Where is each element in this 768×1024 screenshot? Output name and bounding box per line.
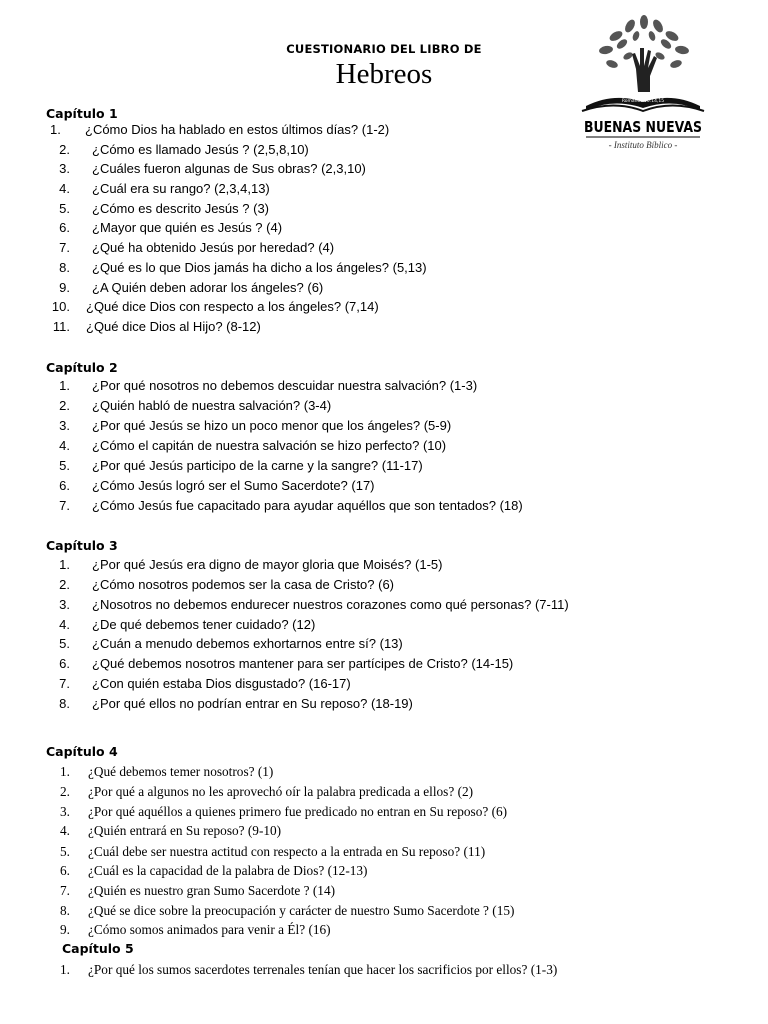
chapter-heading: Capítulo 2: [46, 360, 118, 375]
chapter-heading: Capítulo 1: [46, 106, 118, 121]
buenas-nuevas-logo: [578, 14, 708, 156]
chapter-heading: Capítulo 4: [46, 744, 118, 759]
logo-name: BUENAS NUEVAS: [584, 118, 702, 136]
hand-icon: [632, 48, 657, 92]
chapter-heading: Capítulo 5: [62, 941, 134, 956]
chapter-heading: Capítulo 3: [46, 538, 118, 553]
document-title: Hebreos: [335, 58, 433, 90]
logo-tagline: - Instituto Bíblico -: [608, 140, 678, 150]
logo-verse: Romanos 10:14,15: [621, 99, 665, 104]
document-subtitle: CUESTIONARIO DEL LIBRO DE: [286, 42, 482, 56]
